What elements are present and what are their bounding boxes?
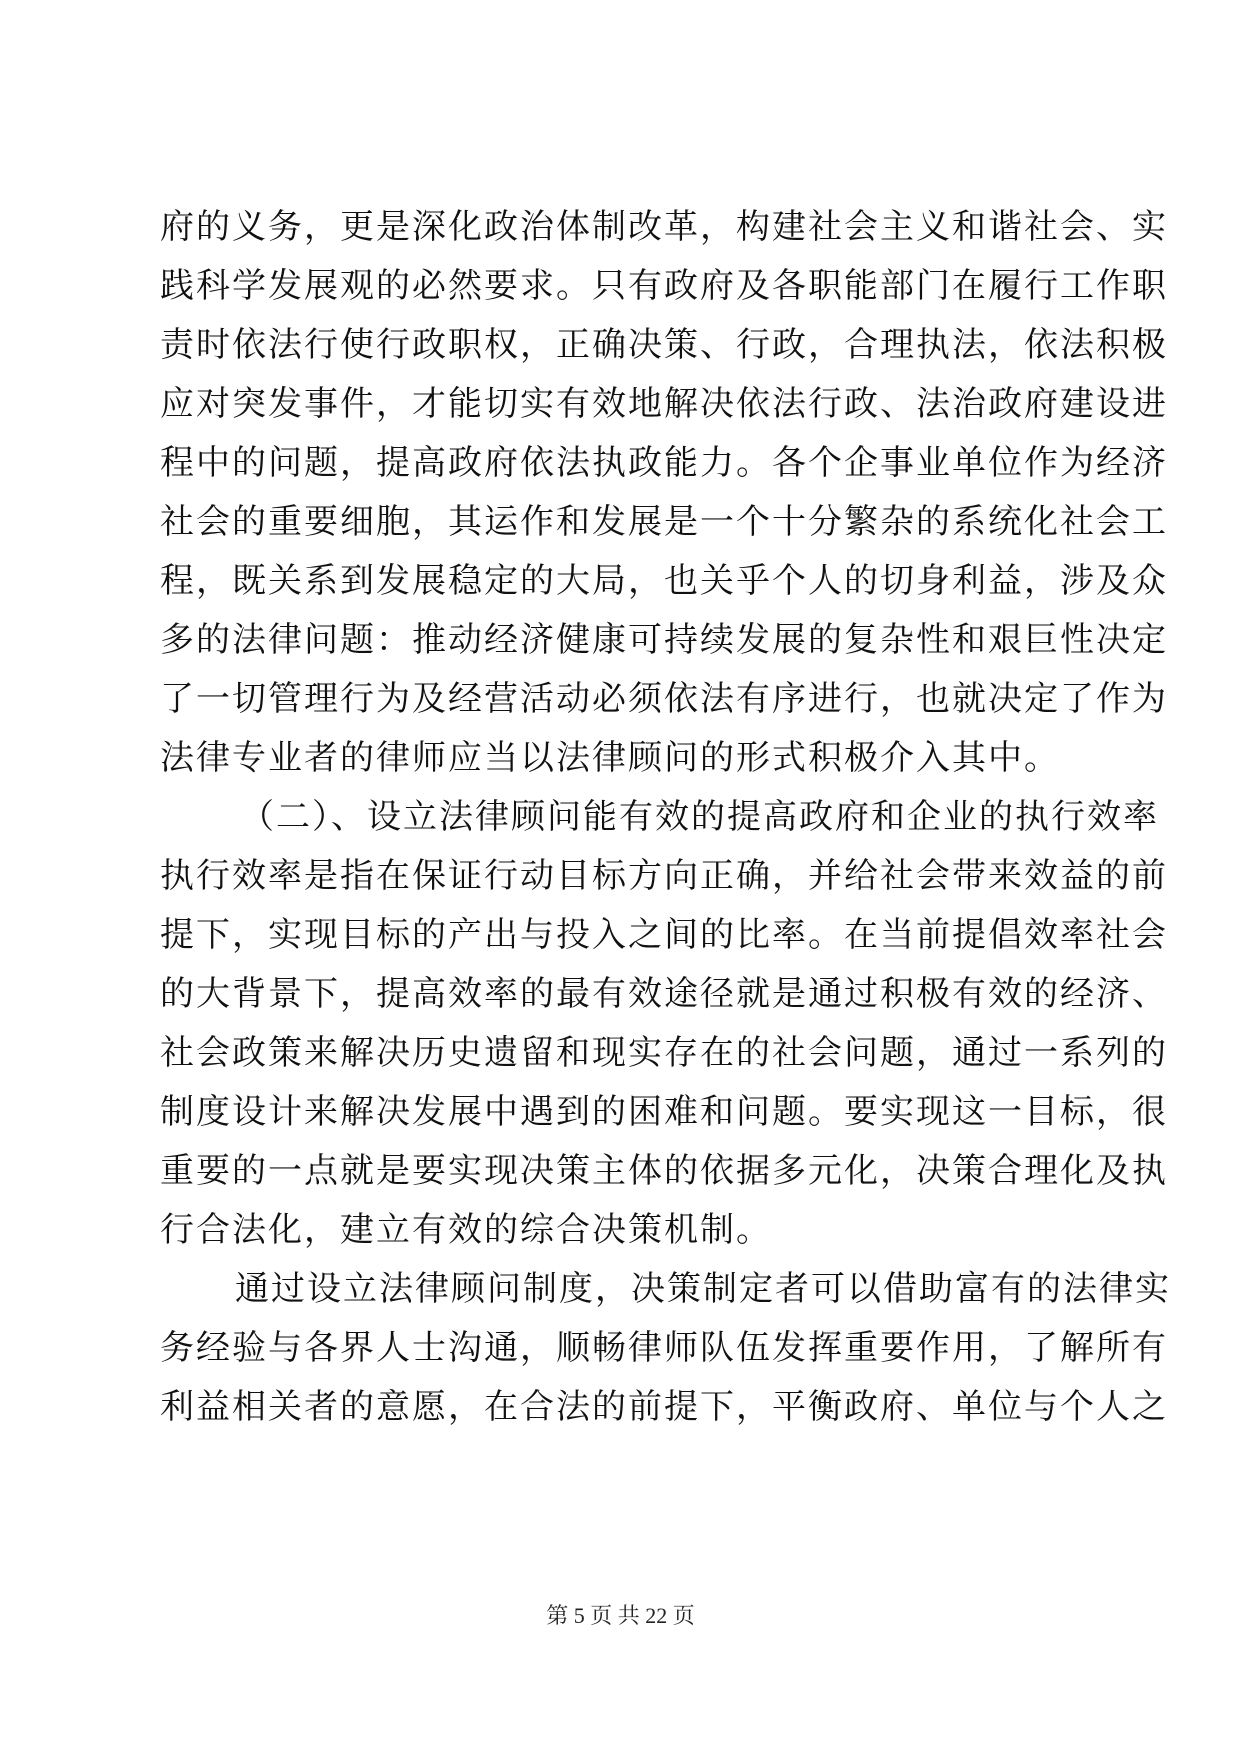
paragraph-line: 重要的一点就是要实现决策主体的依据多元化，决策合理化及执	[160, 1151, 1168, 1191]
paragraph-line: 的大背景下，提高效率的最有效途径就是通过积极有效的经济、	[160, 974, 1168, 1014]
paragraph-line: 通过设立法律顾问制度，决策制定者可以借助富有的法律实	[235, 1269, 1171, 1309]
paragraph-line: 社会的重要细胞，其运作和发展是一个十分繁杂的系统化社会工	[160, 502, 1168, 542]
paragraph-line: 程中的问题，提高政府依法执政能力。各个企事业单位作为经济	[160, 443, 1168, 483]
paragraph-line: 行合法化，建立有效的综合决策机制。	[160, 1210, 772, 1250]
paragraph-line: 执行效率是指在保证行动目标方向正确，并给社会带来效益的前	[160, 856, 1168, 896]
paragraph-line: 法律专业者的律师应当以法律顾问的形式积极介入其中。	[160, 738, 1060, 778]
paragraph-line: 务经验与各界人士沟通，顺畅律师队伍发挥重要作用，了解所有	[160, 1328, 1168, 1368]
page-number-footer: 第 5 页 共 22 页	[546, 1603, 695, 1628]
paragraph-line: 责时依法行使行政职权，正确决策、行政，合理执法，依法积极	[160, 325, 1168, 365]
paragraph-line: 提下，实现目标的产出与投入之间的比率。在当前提倡效率社会	[160, 915, 1168, 955]
paragraph-line: 府的义务，更是深化政治体制改革，构建社会主义和谐社会、实	[160, 207, 1168, 247]
paragraph-line: 应对突发事件，才能切实有效地解决依法行政、法治政府建设进	[160, 384, 1168, 424]
paragraph-line: 制度设计来解决发展中遇到的困难和问题。要实现这一目标，很	[160, 1092, 1168, 1132]
section-heading: （二）、设立法律顾问能有效的提高政府和企业的执行效率	[240, 797, 1159, 837]
paragraph-line: 社会政策来解决历史遗留和现实存在的社会问题，通过一系列的	[160, 1033, 1168, 1073]
paragraph-line: 了一切管理行为及经营活动必须依法有序进行，也就决定了作为	[160, 679, 1168, 719]
paragraph-line: 利益相关者的意愿，在合法的前提下，平衡政府、单位与个人之	[160, 1387, 1168, 1427]
paragraph-line: 多的法律问题：推动经济健康可持续发展的复杂性和艰巨性决定	[160, 620, 1168, 660]
paragraph-line: 程，既关系到发展稳定的大局，也关乎个人的切身利益，涉及众	[160, 561, 1168, 601]
paragraph-line: 践科学发展观的必然要求。只有政府及各职能部门在履行工作职	[160, 266, 1168, 306]
